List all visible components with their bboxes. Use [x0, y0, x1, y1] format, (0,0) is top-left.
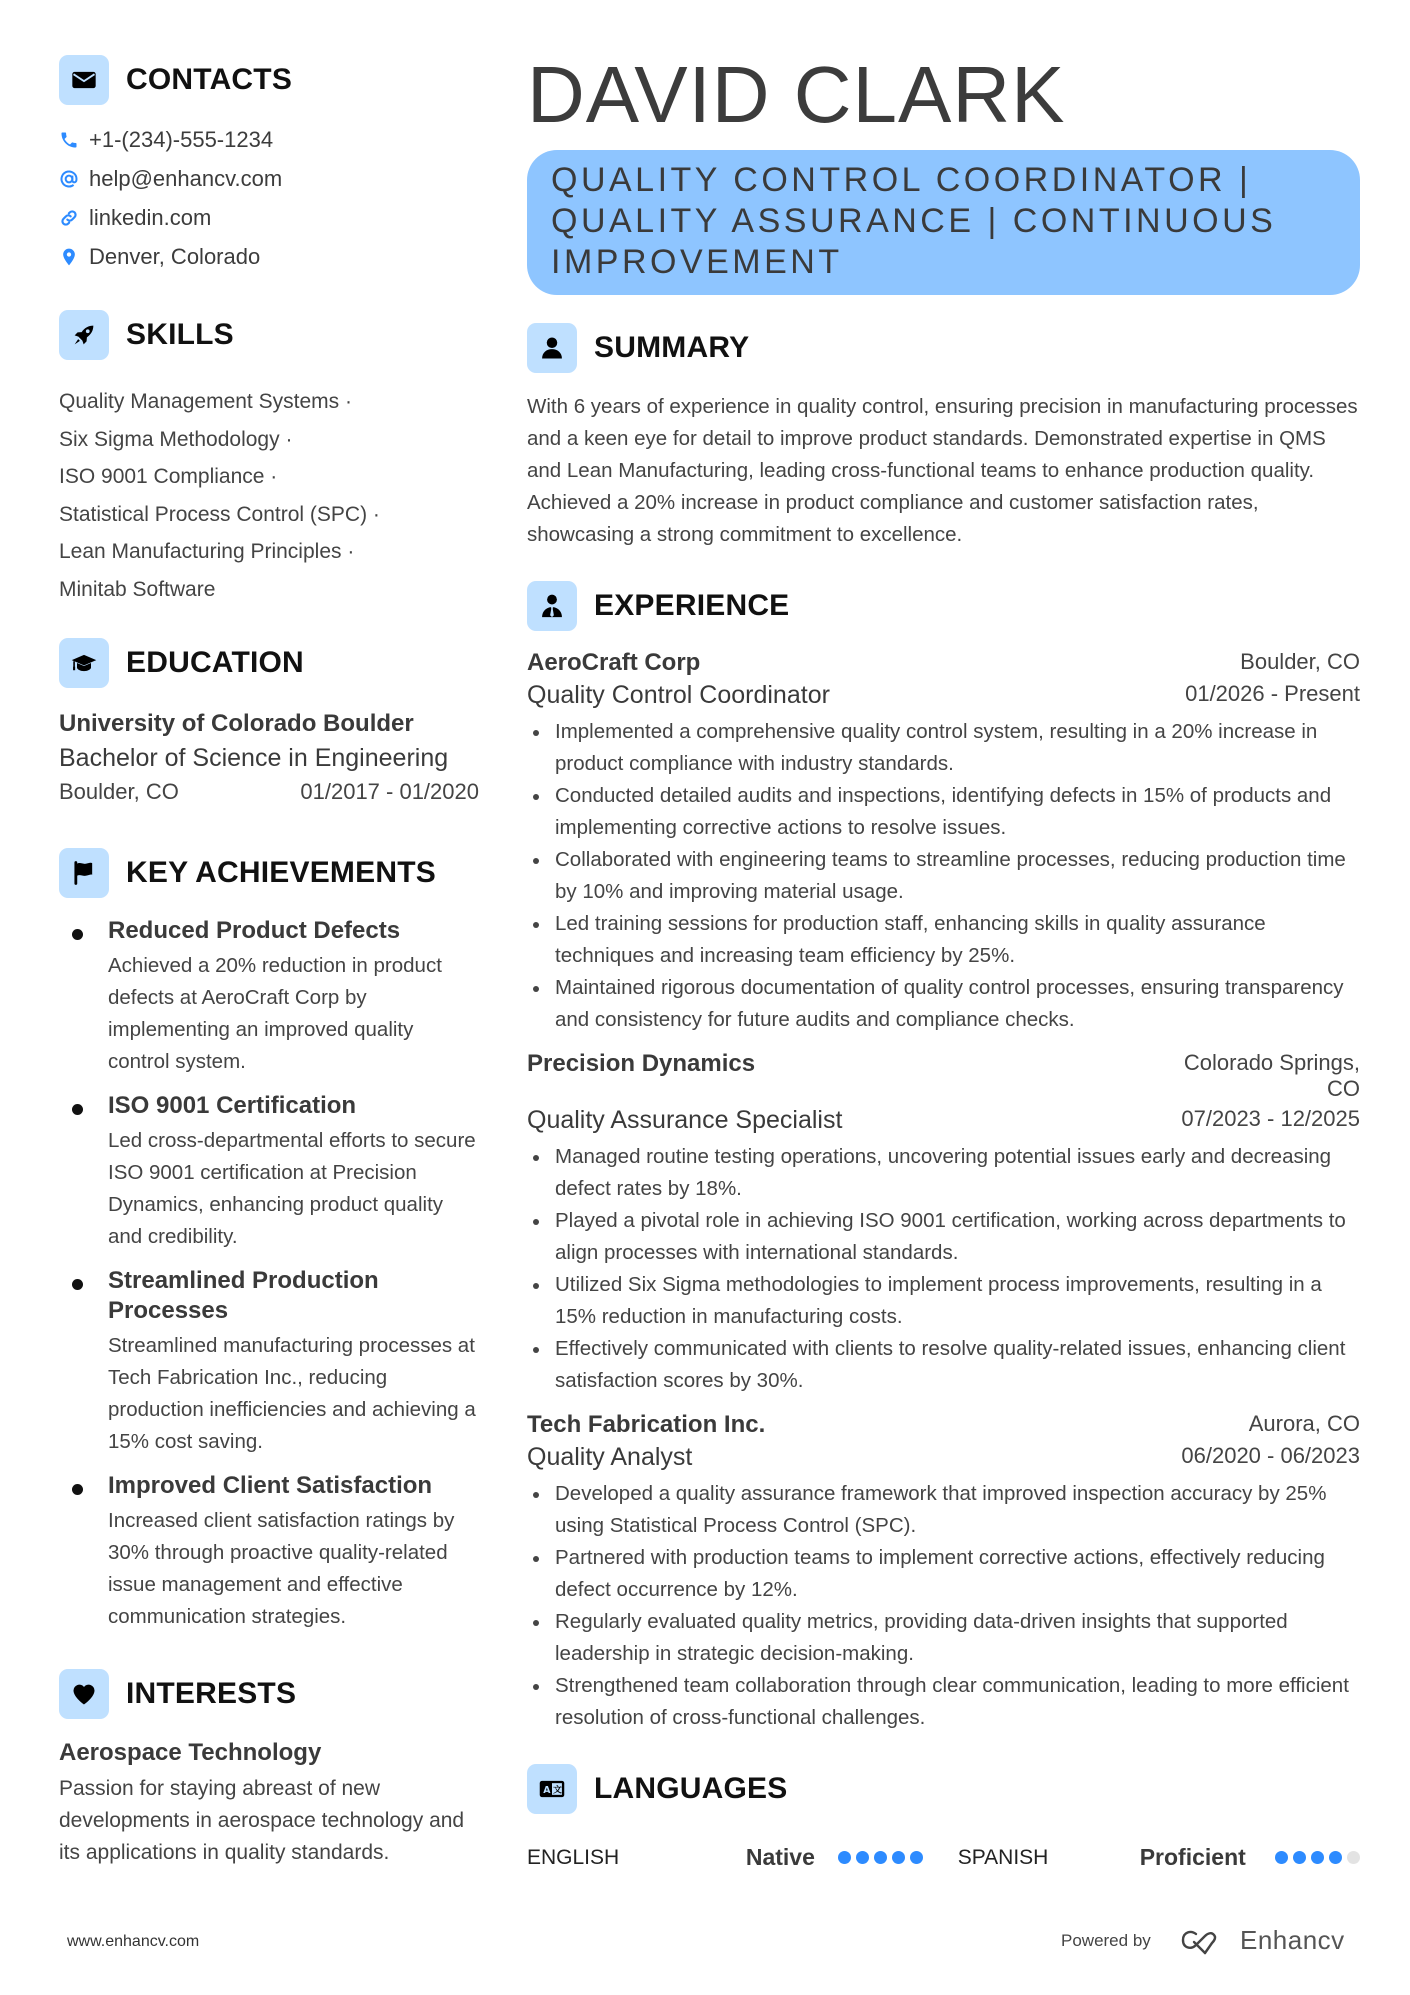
job-header — [527, 649, 1360, 677]
user-icon — [527, 323, 577, 373]
job-bullet: Collaborated with engineering teams to streamline processes, reducing production time by 10% and improving material usage. — [527, 844, 1360, 908]
map-pin-icon — [59, 247, 89, 267]
achievement-desc: Increased client satisfaction ratings by 30% through proactive quality-related issue management and effective communication strategies. — [108, 1509, 455, 1628]
languages-row — [527, 1844, 1360, 1871]
education-section — [59, 638, 479, 805]
languages-header — [527, 1764, 1360, 1814]
at-icon — [59, 169, 89, 189]
skill-item: Statistical Process Control (SPC) · — [59, 502, 380, 526]
education-dates: 01/2017 - 01/2020 — [300, 779, 479, 804]
link-icon — [59, 208, 89, 228]
job-company: AeroCraft Corp — [527, 649, 701, 676]
skill-item: Minitab Software — [59, 577, 216, 601]
job-bullets — [527, 1478, 1360, 1734]
summary-text: With 6 years of experience in quality control, ensuring precision in manufacturing processes and a keen eye for detail to improve product standards. Demonstrated expertise in QMS and Lean Manufacturing, leading cross-functional teams to enhance production quality. Achieved a 20% increase in product compliance and customer satisfaction rates, showcasing a strong commitment to excellence. — [527, 395, 1358, 546]
job-bullet: Regularly evaluated quality metrics, providing data-driven insights that supported leadership in strategic decision-making. — [527, 1606, 1360, 1670]
achievement-desc: Achieved a 20% reduction in product defects at AeroCraft Corp by implementing an improved quality control system. — [108, 954, 442, 1073]
achievement-desc: Streamlined manufacturing processes at Tech Fabrication Inc., reducing production inefficiencies and achieving a 15% cost saving. — [108, 1334, 476, 1453]
businessman-icon — [527, 581, 577, 631]
skill-item: ISO 9001 Compliance · — [59, 465, 278, 488]
education-header — [59, 638, 479, 688]
section-title: SUMMARY — [594, 331, 750, 364]
language-name: SPANISH — [957, 1845, 1049, 1869]
skills-header — [59, 310, 479, 360]
contact-location — [59, 237, 479, 276]
skills-list — [59, 383, 479, 608]
rating-dot-filled — [910, 1851, 923, 1864]
section-title: CONTACTS — [126, 63, 293, 96]
interest-title: Aerospace Technology — [59, 1739, 322, 1766]
job-dates: 01/2026 - Present — [1185, 681, 1360, 706]
language-level: Proficient — [1139, 1844, 1246, 1870]
language-name: ENGLISH — [527, 1845, 620, 1869]
rating-dot-filled — [1311, 1851, 1324, 1864]
interests-header — [59, 1669, 479, 1719]
contact-phone[interactable] — [59, 120, 479, 159]
powered-by-label: Powered by — [1061, 1931, 1151, 1950]
heart-icon — [59, 1669, 109, 1719]
achievement-desc: Led cross-departmental efforts to secure ISO 9001 certification at Precision Dynamics, enhancing product quality and credibility. — [108, 1129, 476, 1248]
achievement-title: Improved Client Satisfaction — [108, 1472, 433, 1499]
job-entry — [527, 1411, 1360, 1734]
translate-icon — [527, 1764, 577, 1814]
rating-dot-filled — [892, 1851, 905, 1864]
job-entry — [527, 649, 1360, 1036]
achievement-item — [59, 1091, 479, 1253]
job-bullet: Led training sessions for production staff, enhancing skills in quality assurance techniques and increasing team efficiency by 25%. — [527, 908, 1360, 972]
rating-dot-filled — [1275, 1851, 1288, 1864]
job-company: Tech Fabrication Inc. — [527, 1411, 766, 1438]
education-meta — [59, 779, 479, 805]
experience-section — [527, 581, 1360, 1734]
job-bullet: Strengthened team collaboration through clear communication, leading to more efficient resolution of cross-functional challenges. — [527, 1670, 1360, 1734]
section-title: EXPERIENCE — [594, 589, 790, 622]
job-dates: 07/2023 - 12/2025 — [1181, 1106, 1360, 1131]
education-degree: Bachelor of Science in Engineering — [59, 744, 449, 772]
job-bullet: Implemented a comprehensive quality control system, resulting in a 20% increase in product compliance with industry standards. — [527, 716, 1360, 780]
job-bullets — [527, 716, 1360, 1036]
rocket-icon — [59, 310, 109, 360]
interests-section — [59, 1669, 479, 1869]
experience-header — [527, 581, 1360, 631]
bullet-dot — [72, 1104, 83, 1115]
job-bullet: Utilized Six Sigma methodologies to implement process improvements, resulting in a 15% reduction in manufacturing costs. — [527, 1269, 1360, 1333]
location-text: Denver, Colorado — [89, 243, 261, 269]
languages-section — [527, 1764, 1360, 1871]
graduation-cap-icon — [59, 638, 109, 688]
language-level: Native — [745, 1844, 815, 1870]
phone-text: +1-(234)-555-1234 — [89, 126, 274, 152]
bullet-dot — [72, 1279, 83, 1290]
contacts-header — [59, 55, 479, 105]
job-location: Boulder, CO — [1240, 649, 1360, 674]
job-bullets — [527, 1141, 1360, 1397]
bullet-dot — [72, 929, 83, 940]
achievement-item — [59, 916, 479, 1078]
job-location: Colorado Springs, CO — [1183, 1050, 1360, 1101]
skill-item: Quality Management Systems · — [59, 390, 352, 413]
job-role: Quality Analyst — [527, 1443, 693, 1471]
education-location: Boulder, CO — [59, 779, 179, 804]
education-school: University of Colorado Boulder — [59, 710, 414, 737]
language-rating — [1275, 1851, 1360, 1864]
rating-dot-empty — [1347, 1851, 1360, 1864]
section-title: LANGUAGES — [594, 1772, 788, 1805]
section-title: KEY ACHIEVEMENTS — [126, 856, 436, 889]
rating-dot-filled — [874, 1851, 887, 1864]
skill-item: Lean Manufacturing Principles · — [59, 540, 355, 563]
job-bullet: Maintained rigorous documentation of quality control processes, ensuring transparency and consistency for future audits and compliance checks. — [527, 972, 1360, 1036]
job-subheader — [527, 681, 1360, 710]
section-title: INTERESTS — [126, 1677, 297, 1710]
rating-dot-filled — [856, 1851, 869, 1864]
rating-dot-filled — [1329, 1851, 1342, 1864]
job-bullet: Played a pivotal role in achieving ISO 9001 certification, working across departments to align processes with international standards. — [527, 1205, 1360, 1269]
job-bullet: Partnered with production teams to implement corrective actions, effectively reducing defect occurrence by 12%. — [527, 1542, 1360, 1606]
language-rating — [838, 1851, 957, 1864]
skill-item: Six Sigma Methodology · — [59, 427, 293, 451]
section-title: SKILLS — [126, 318, 234, 351]
summary-header — [527, 323, 1360, 373]
email-text: help@enhancv.com — [89, 165, 283, 191]
contact-email[interactable] — [59, 159, 479, 198]
left-column — [59, 55, 479, 1869]
job-bullet: Conducted detailed audits and inspections, identifying defects in 15% of products and implementing corrective actions to resolve issues. — [527, 780, 1360, 844]
candidate-title: QUALITY CONTROL COORDINATOR | QUALITY ASSURANCE | CONTINUOUS IMPROVEMENT — [551, 161, 1277, 281]
achievement-title: Reduced Product Defects — [108, 917, 401, 944]
job-dates: 06/2020 - 06/2023 — [1181, 1443, 1360, 1468]
summary-section — [527, 323, 1360, 551]
job-bullet: Developed a quality assurance framework that improved inspection accuracy by 25% using Statistical Process Control (SPC). — [527, 1478, 1360, 1542]
svg-text:A: A — [543, 1785, 551, 1797]
job-company: Precision Dynamics — [527, 1050, 756, 1077]
achievement-title: Streamlined Production Processes — [108, 1267, 379, 1324]
flag-icon — [59, 848, 109, 898]
achievement-title: ISO 9001 Certification — [108, 1092, 357, 1119]
achievement-item — [59, 1471, 479, 1633]
envelope-icon — [59, 55, 109, 105]
contacts-section — [59, 55, 479, 276]
job-role: Quality Assurance Specialist — [527, 1106, 843, 1134]
job-location: Aurora, CO — [1248, 1411, 1360, 1436]
job-subheader — [527, 1443, 1360, 1472]
phone-icon — [59, 130, 89, 150]
job-bullet: Effectively communicated with clients to resolve quality-related issues, enhancing client satisfaction scores by 30%. — [527, 1333, 1360, 1397]
enhancv-logo-icon — [1180, 1926, 1230, 1956]
right-column — [527, 50, 1360, 1871]
linkedin-text: linkedin.com — [89, 204, 212, 230]
candidate-name: DAVID CLARK — [527, 50, 1066, 139]
job-header — [527, 1411, 1360, 1439]
job-header — [527, 1050, 1360, 1102]
skills-section — [59, 310, 479, 608]
interest-desc: Passion for staying abreast of new developments in aerospace technology and its applications in quality standards. — [59, 1777, 465, 1864]
section-title: EDUCATION — [126, 646, 304, 679]
bullet-dot — [72, 1484, 83, 1495]
job-role: Quality Control Coordinator — [527, 681, 830, 709]
achievements-header — [59, 848, 479, 898]
achievements-section — [59, 848, 479, 1633]
achievement-item — [59, 1266, 479, 1458]
contact-linkedin[interactable] — [59, 198, 479, 237]
enhancv-brand: Enhancv — [1240, 1925, 1345, 1955]
svg-text:文: 文 — [553, 1785, 562, 1796]
rating-dot-filled — [1293, 1851, 1306, 1864]
job-bullet: Managed routine testing operations, uncovering potential issues early and decreasing defect rates by 18%. — [527, 1141, 1360, 1205]
job-subheader — [527, 1106, 1360, 1135]
footer-url[interactable]: www.enhancv.com — [67, 1933, 200, 1950]
title-banner — [527, 150, 1360, 295]
rating-dot-filled — [838, 1851, 851, 1864]
job-entry — [527, 1050, 1360, 1397]
